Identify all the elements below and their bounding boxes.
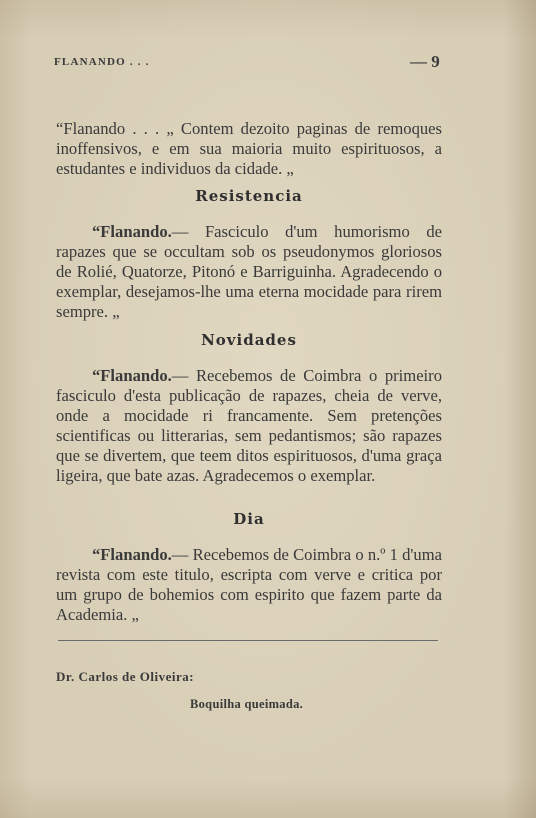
running-title: FLANANDO . . . [54,56,150,68]
paragraph-lead: “Flanando. [92,222,172,241]
heading-novidades: Novidades [201,331,297,349]
intro-paragraph [56,119,442,179]
page-number: — 9 [410,52,440,71]
author-name: Dr. Carlos de Oliveira: [56,669,195,684]
paragraph-dia [56,545,442,625]
horizontal-rule [58,640,438,641]
work-title: Boquilha queimada. [190,697,304,711]
paragraph-novidades [56,366,442,486]
paragraph-text: — Fasciculo d'um humorismo de rapazes que se occultam sob os pseudonymos gloriosos de Rolié, Quatorze, Pitonó e Barriguinha. Agradecendo o exemplar, desejamos-lhe uma eterna mocidade para rirem sempre. „ [56,222,442,321]
paragraph-lead: “Flanando. [92,545,172,564]
paragraph-resistencia [56,222,442,322]
heading-resistencia: Resistencia [195,187,303,205]
paragraph-lead: “Flanando. [92,366,172,385]
intro-paragraph-text: “Flanando . . . „ Contem dezoito paginas de remoques inoffensivos, e em sua maioria muito espirituosos, a estudantes e individuos da cidade. „ [56,119,442,178]
paragraph-text: — Recebemos de Coimbra o n.º 1 d'uma revista com este titulo, escripta com verve e critica por um grupo de bohemios com espirito que fazem parte da Academia. „ [56,545,442,624]
heading-dia: Dia [233,510,265,528]
paragraph-text: — Recebemos de Coimbra o primeiro fasciculo d'esta publicação de rapazes, cheia de verve, onde a mocidade ri francamente. Sem pretenções scientificas ou litterarias, sem pedantismos; são rapazes que se divertem, que teem ditos espirituosos, d'uma graça ligeira, que bate azas. Agradecemos o exemplar. [56,366,442,485]
